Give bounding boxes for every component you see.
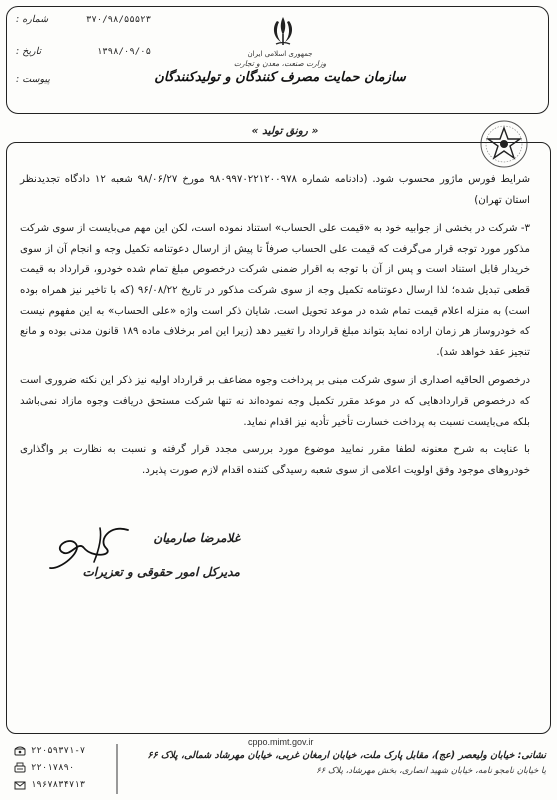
address-block	[118, 748, 546, 779]
paragraph-1: شرایط فورس ماژور محسوب شود. (دادنامه شماره ۹۸۰۹۹۷۰۲۲۱۲۰۰۹۷۸ مورخ ۹۸/۰۶/۲۷ شعبه ۱۲ دادگاه تجدیدنظر استان تهران)	[20, 174, 531, 206]
letter-attachment-row	[16, 74, 151, 85]
phone-number: ۲۲۰۵۹۳۷۱-۷	[31, 745, 86, 756]
address-line-1: نشانی: خیابان ولیعصر (عج)، مقابل پارک ملت، خیابان ارمغان غربی، خیابان مهرشاد شمالی، پلاک ۶۶	[147, 750, 546, 761]
letter-number-row	[16, 14, 151, 25]
paragraph-2: ۳- شرکت در بخشی از جوابیه خود به «قیمت علی الحساب» استناد نموده است، لکن این مهم می‌بایست از سوی شرکت مذکور مورد توجه قرار می‌گرفت که قیمت علی الحساب صرفاً تا پیش از ارسال دعوتنامه تکمیل وجه و انجام آن از سوی خریدار قابل استناد است و پس از آن با توجه به اقرار ضمنی شرکت درخصوص مبلغ تمام شده خودرو، قرارداد به قیمت قطعی تبدیل شده؛ لذا ارسال دعوتنامه تکمیل وجه از سوی شرکت مذکور در تاریخ ۹۶/۰۸/۲۲ (که با تاخیر نیز همراه بوده است) به منزله اعلام قیمت تمام شده در موعد تحویل است. شایان ذکر است واژه «علی الحساب» به این مفهوم نیست که خودروساز هر زمان اراده نماید بتواند مبلغ قرارداد را تغییر دهد (زیرا این امر برخلاف ماده ۱۸۹ قانون مدنی بوده و مانع تنجیز عقد خواهد شد).	[20, 223, 530, 358]
letter-number-value: ۳۷۰/۹۸/۵۵۵۲۳	[85, 14, 151, 25]
ministry-block	[150, 50, 410, 87]
letter-number-label: شماره :	[16, 14, 49, 25]
signer-title: مدیرکل امور حقوقی و تعزیرات	[82, 565, 240, 579]
postal-code-row	[14, 776, 110, 793]
signer-name: غلامرضا صارمیان	[153, 531, 240, 545]
letter-attachment-label: پیوست :	[16, 74, 50, 85]
website-url[interactable]: cppo.mimt.gov.ir	[248, 737, 314, 747]
telephone-icon	[14, 745, 26, 756]
ministry-name: وزارت صنعت، معدن و تجارت	[233, 59, 327, 68]
iran-emblem-icon	[268, 15, 298, 47]
country-name: جمهوری اسلامی ایران	[247, 50, 313, 58]
letter-body	[20, 170, 530, 488]
postal-code: ۱۹۶۷۸۳۴۷۱۳	[31, 779, 86, 790]
signer-block	[60, 528, 240, 582]
slogan: « رونق تولید »	[251, 125, 319, 137]
organization-name: سازمان حمایت مصرف کنندگان و تولیدکنندگان	[154, 70, 406, 85]
phone-list	[14, 742, 110, 793]
footer-divider	[116, 744, 118, 794]
fax-icon	[14, 762, 26, 773]
letter-date-row	[16, 46, 151, 57]
fax-number: ۲۲۰۱۷۸۹۰	[31, 762, 75, 773]
mailbox-icon	[14, 779, 26, 790]
address-line-2: یا خیابان نامجو نامه، خیابان شهید انصاری، بخش مهرشاد، پلاک ۶۶	[316, 766, 546, 776]
phone-row	[14, 742, 110, 759]
paragraph-3: درخصوص الحاقیه اصداری از سوی شرکت مبنی بر پرداخت وجوه مضاعف بر قرارداد اولیه نیز ذکر این نکته ضروری است که درخصوص قراردادهایی که در موعد مقرر تکمیل وجه نموده‌اند نه تنها شرکت مستحق دریافت وجوه مازاد نمی‌باشد بلکه می‌بایست نسبت به پرداخت خسارت تأخیر تأدیه نیز اقدام نماید.	[20, 375, 530, 428]
letter-date-label: تاریخ :	[16, 46, 42, 57]
paragraph-4: با عنایت به شرح معنونه لطفا مقرر نمایید موضوع مورد بررسی مجدد قرار گرفته و نسبت به نظارت بر واگذاری خودروهای موجود وفق اولویت اعلامی از سوی شعبه رسیدگی کننده اقدام لازم صورت پذیرد.	[20, 444, 530, 476]
letter-date-value: ۱۳۹۸/۰۹/۰۵	[96, 46, 151, 57]
fax-row	[14, 759, 110, 776]
